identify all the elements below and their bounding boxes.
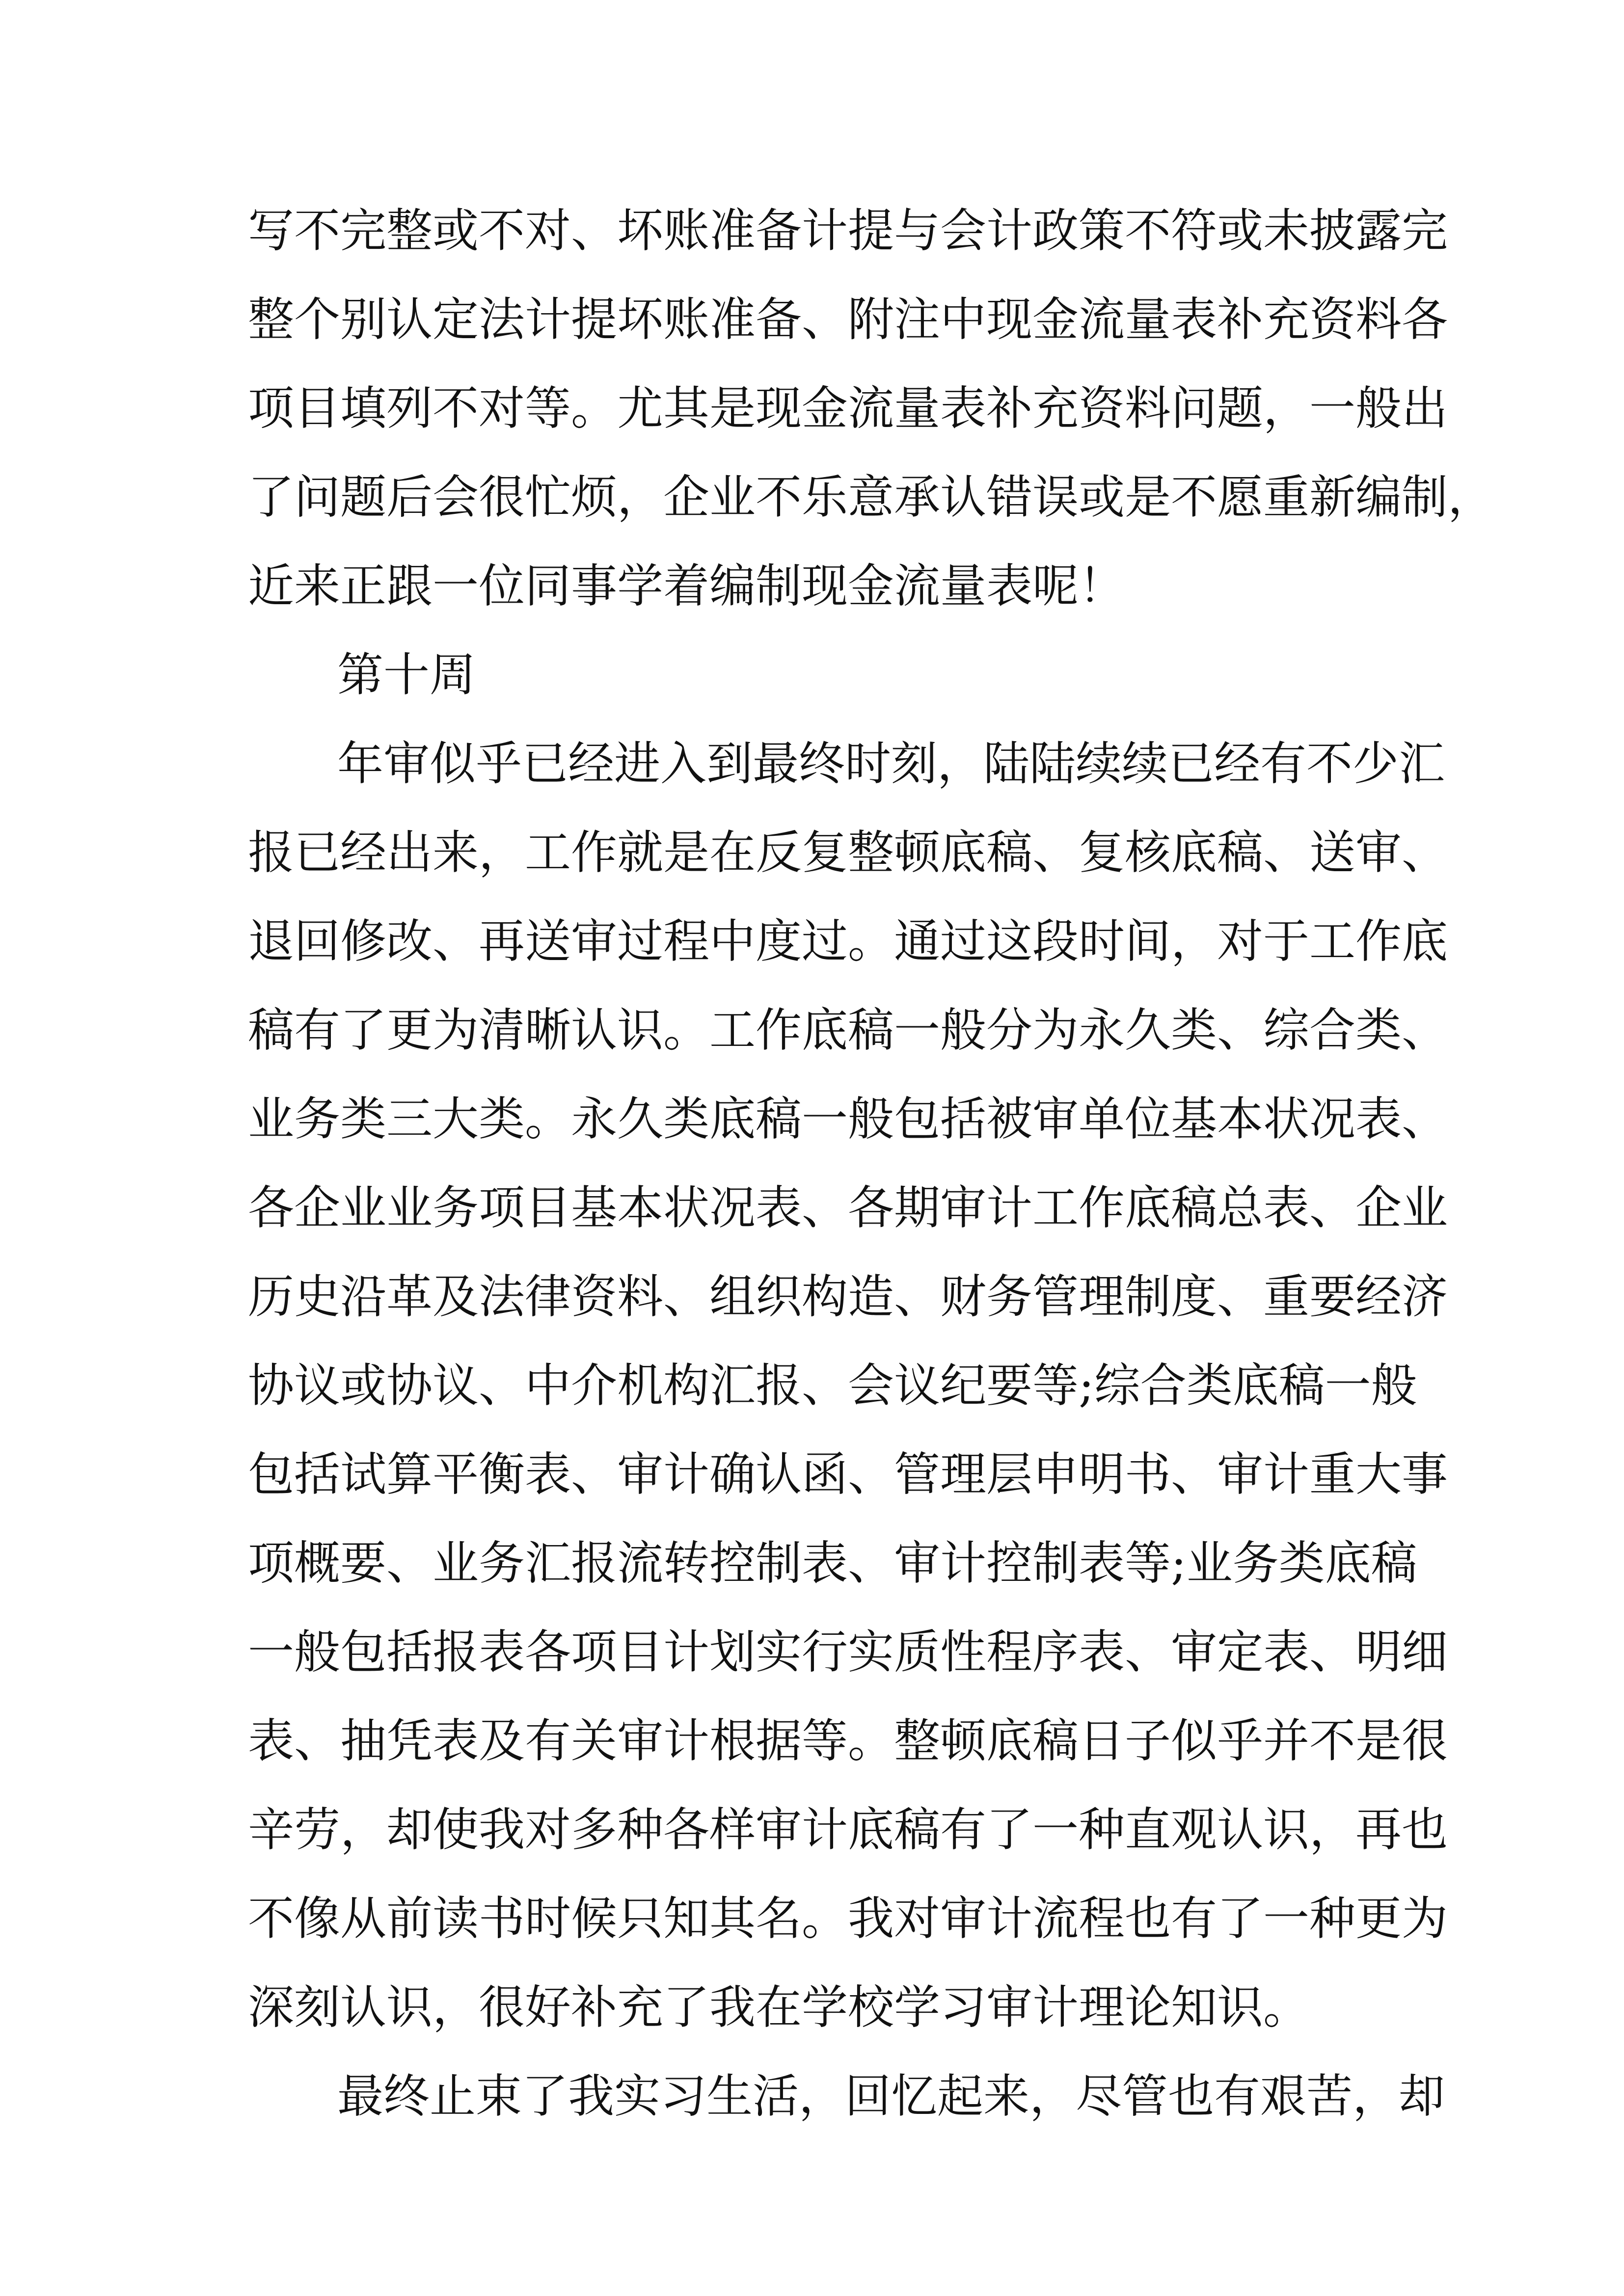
paragraph-line: 年审似乎已经进入到最终时刻，陆陆续续已经有不少汇 [337,737,1445,791]
paragraph-line: 深刻认识，很好补充了我在学校学习审计理论知识。 [248,1981,1310,2034]
paragraph-line: 项目填列不对等。尤其是现金流量表补充资料问题，一般出 [248,382,1448,435]
paragraph-line: 项概要、业务汇报流转控制表、审计控制表等;业务类底稿 [248,1537,1417,1590]
paragraph-line: 包括试算平衡表、审计确认函、管理层申明书、审计重大事 [248,1448,1448,1501]
paragraph-line: 退回修改、再送审过程中度过。通过这段时间，对于工作底 [248,915,1448,968]
section-heading: 第十周 [337,648,476,702]
paragraph-line: 协议或协议、中介机构汇报、会议纪要等;综合类底稿一般 [248,1359,1417,1413]
paragraph-line: 表、抽凭表及有关审计根据等。整顿底稿日子似乎并不是很 [248,1714,1448,1768]
paragraph-line: 稿有了更为清晰认识。工作底稿一般分为永久类、综合类、 [248,1004,1448,1057]
paragraph-line: 近来正跟一位同事学着编制现金流量表呢！ [248,560,1125,613]
paragraph-line: 一般包括报表各项目计划实行实质性程序表、审定表、明细 [248,1626,1448,1679]
paragraph-line: 报已经出来，工作就是在反复整顿底稿、复核底稿、送审、 [248,826,1448,880]
paragraph-line: 各企业业务项目基本状况表、各期审计工作底稿总表、企业 [248,1181,1448,1235]
paragraph-line: 业务类三大类。永久类底稿一般包括被审单位基本状况表、 [248,1093,1448,1146]
paragraph-line: 历史沿革及法律资料、组织构造、财务管理制度、重要经济 [248,1270,1448,1324]
paragraph-line: 不像从前读书时候只知其名。我对审计流程也有了一种更为 [248,1892,1448,1946]
paragraph-line: 最终止束了我实习生活，回忆起来，尽管也有艰苦，却 [337,2070,1445,2123]
body-text [248,187,1494,2141]
paragraph-line: 整个别认定法计提坏账准备、附注中现金流量表补充资料各 [248,293,1448,347]
paragraph-line: 辛劳，却使我对多种各样审计底稿有了一种直观认识，再也 [248,1803,1448,1857]
paragraph-line: 写不完整或不对、坏账准备计提与会计政策不符或未披露完 [248,204,1448,258]
paragraph-line: 了问题后会很忙烦，企业不乐意承认错误或是不愿重新编制， [248,471,1494,524]
